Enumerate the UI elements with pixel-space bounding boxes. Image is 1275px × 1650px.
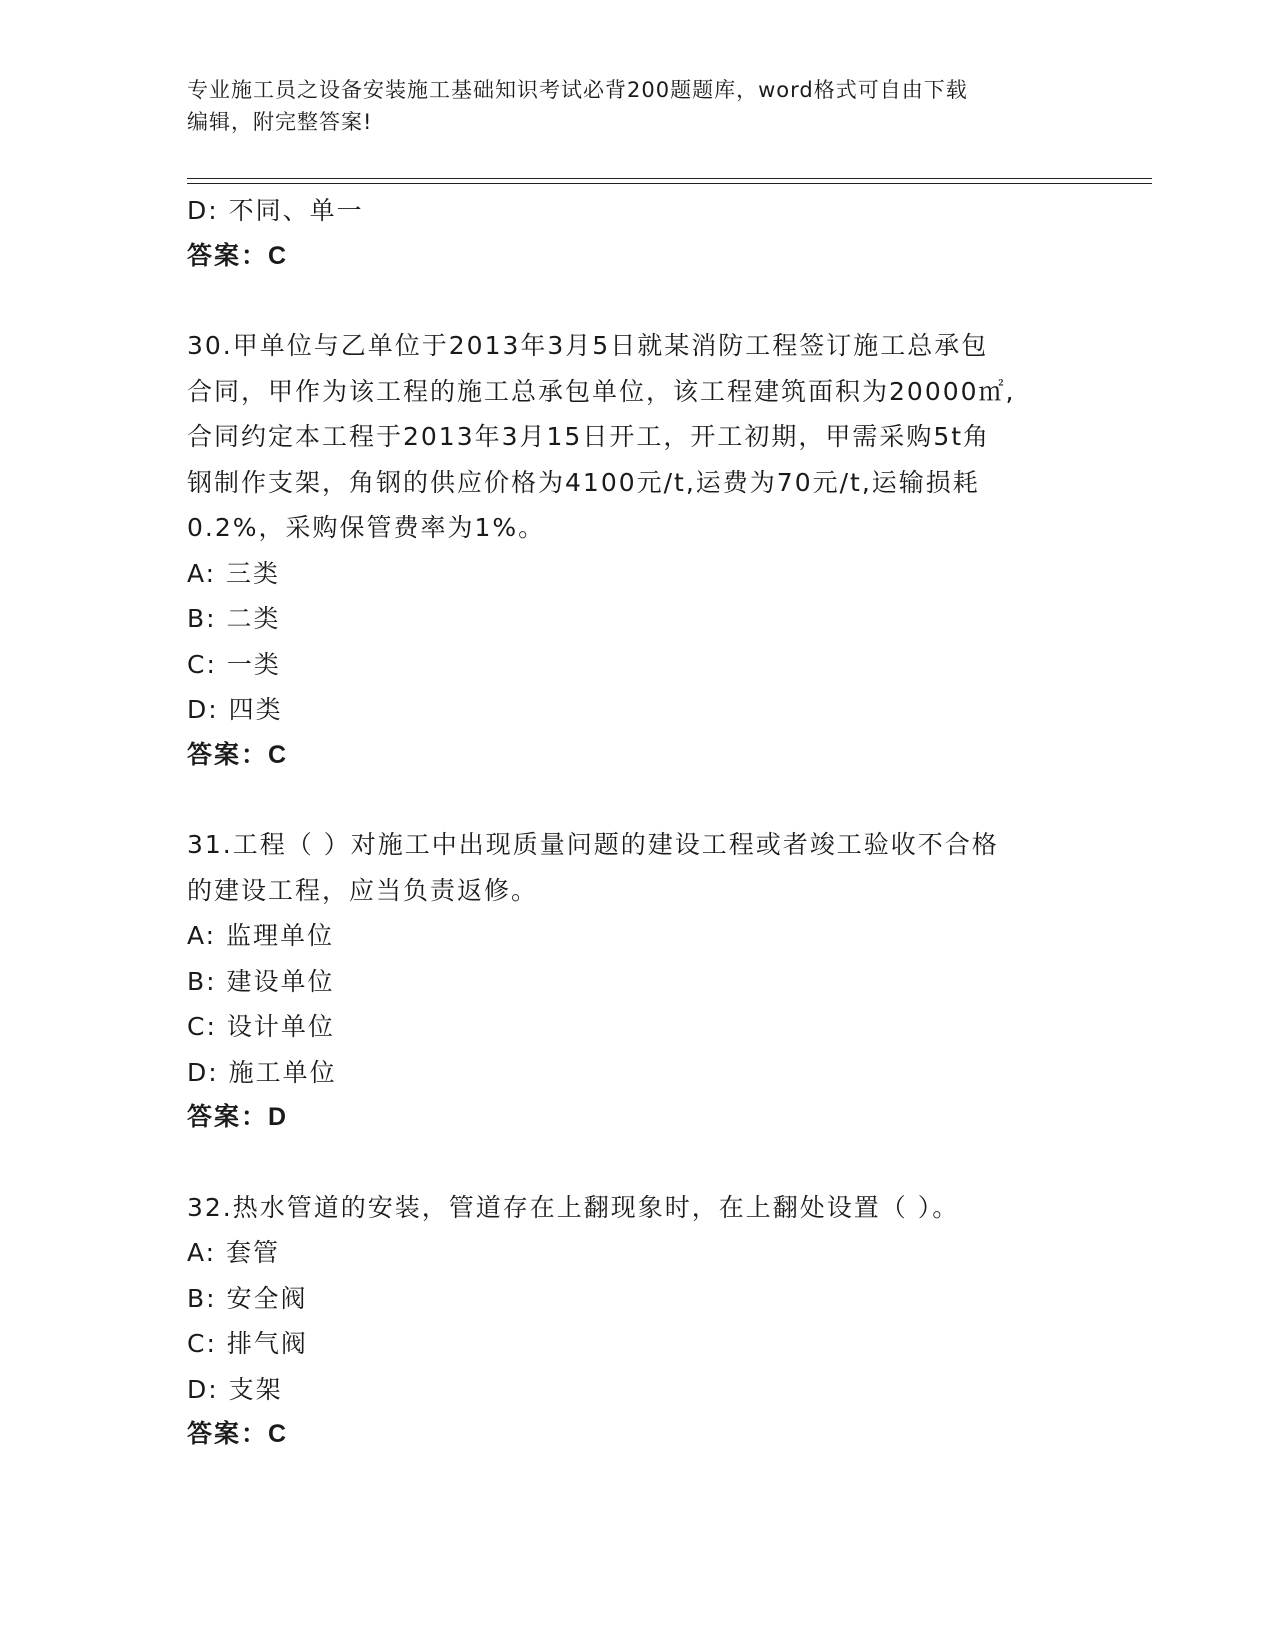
- question-content: [187, 188, 1087, 1458]
- header-divider-top: [187, 178, 1152, 179]
- option-a: A: 监理单位: [187, 921, 335, 950]
- header-title-line-2: 编辑，附完整答案!: [187, 110, 373, 134]
- header-divider-bottom: [187, 183, 1152, 184]
- option-d: D: 不同、单一: [187, 196, 364, 225]
- question-30: [187, 323, 1087, 778]
- question-stem-line: 的建设工程，应当负责返修。: [187, 875, 539, 905]
- option-c: C: 排气阀: [187, 1329, 308, 1358]
- answer-line: 答案：C: [187, 1420, 289, 1448]
- option-b: B: 安全阀: [187, 1283, 308, 1313]
- answer-line: 答案：D: [187, 1103, 289, 1131]
- question-29-tail: [187, 188, 1087, 279]
- question-stem-line: 钢制作支架，角钢的供应价格为4100元/t,运费为70元/t,运输损耗: [187, 467, 980, 497]
- question-31: [187, 822, 1087, 1141]
- option-c: C: 设计单位: [187, 1012, 335, 1041]
- question-stem-line: 31.工程（ ）对施工中出现质量问题的建设工程或者竣工验收不合格: [187, 830, 999, 859]
- question-stem-line: 合同，甲作为该工程的施工总承包单位，该工程建筑面积为20000㎡,: [187, 376, 1016, 406]
- option-b: B: 建设单位: [187, 966, 335, 996]
- question-stem-line: 合同约定本工程于2013年3月15日开工，开工初期，甲需采购5t角: [187, 422, 991, 451]
- question-stem-line: 30.甲单位与乙单位于2013年3月5日就某消防工程签订施工总承包: [187, 331, 989, 360]
- option-d: D: 施工单位: [187, 1057, 337, 1087]
- option-d: D: 四类: [187, 695, 283, 724]
- document-header: [187, 74, 1087, 138]
- header-title-line-1: 专业施工员之设备安装施工基础知识考试必背200题题库，word格式可自由下载: [187, 78, 968, 102]
- question-stem-line: 32.热水管道的安装，管道存在上翻现象时，在上翻处设置（ ）。: [187, 1192, 960, 1222]
- option-c: C: 一类: [187, 649, 281, 679]
- answer-line: 答案：C: [187, 241, 289, 270]
- question-32: [187, 1185, 1087, 1458]
- option-d: D: 支架: [187, 1374, 283, 1404]
- answer-line: 答案：C: [187, 740, 289, 769]
- option-a: A: 套管: [187, 1238, 281, 1267]
- option-a: A: 三类: [187, 558, 281, 588]
- option-b: B: 二类: [187, 604, 281, 633]
- question-stem-line: 0.2%，采购保管费率为1%。: [187, 513, 546, 542]
